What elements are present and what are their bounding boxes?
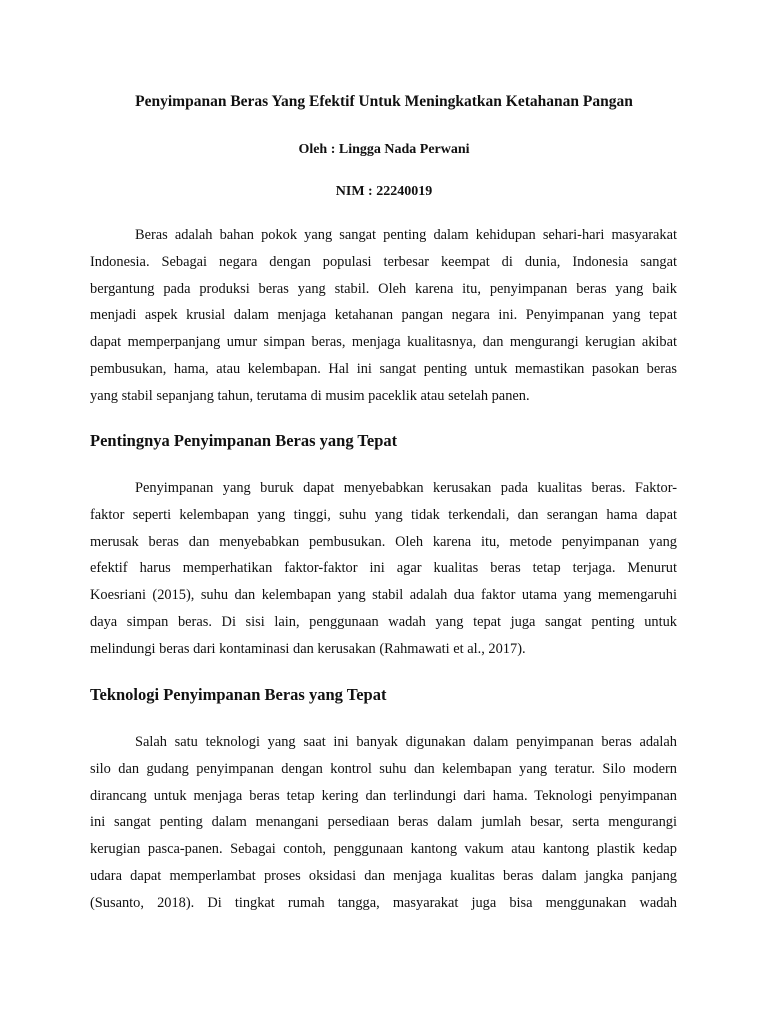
paragraph-intro <box>90 222 677 410</box>
section-heading: Pentingnya Penyimpanan Beras yang Tepat <box>90 431 398 450</box>
section-heading: Teknologi Penyimpanan Beras yang Tepat <box>90 685 387 704</box>
paragraph-line: Salah satu teknologi yang saat ini banyak digunakan dalam penyimpanan beras adalah <box>135 734 677 750</box>
paragraph-line: menjadi aspek krusial dalam menjaga ketahanan pangan negara ini. Penyimpanan yang tepat <box>90 307 677 324</box>
paragraph-line: dapat memperpanjang umur simpan beras, menjaga kualitasnya, dan mengurangi kerugian akibat <box>90 334 677 351</box>
paragraph-line: ini sangat penting dalam menangani persediaan beras dalam jumlah besar, serta mengurangi <box>90 814 677 831</box>
paragraph-line: Koesriani (2015), suhu dan kelembapan yang stabil adalah dua faktor utama yang memengaruhi <box>90 587 677 604</box>
paragraph-line: pembusukan, hama, atau kelembapan. Hal ini sangat penting untuk memastikan pasokan beras <box>90 360 677 377</box>
paragraph-line: bergantung pada produksi beras yang stabil. Oleh karena itu, penyimpanan beras yang baik <box>90 280 677 297</box>
paragraph-line: kerugian pasca-panen. Sebagai contoh, penggunaan kantong vakum atau kantong plastik kedap <box>90 841 677 858</box>
paragraph-technology <box>90 729 677 917</box>
student-id-line: NIM : 22240019 <box>335 184 433 199</box>
paragraph-line: dirancang untuk menjaga beras tetap kering dan terlindungi dari hama. Teknologi penyimpanan <box>90 787 677 804</box>
paragraph-line: Penyimpanan yang buruk dapat menyebabkan kerusakan pada kualitas beras. Faktor- <box>135 480 677 496</box>
paragraph-line: Beras adalah bahan pokok yang sangat penting dalam kehidupan sehari-hari masyarakat <box>135 227 677 243</box>
paragraph-line: melindungi beras dari kontaminasi dan kerusakan (Rahmawati et al., 2017). <box>90 640 526 657</box>
paragraph-line: Indonesia. Sebagai negara dengan populasi terbesar keempat di dunia, Indonesia sangat <box>90 253 677 270</box>
paragraph-line: daya simpan beras. Di sisi lain, penggunaan wadah yang tepat juga sangat penting untuk <box>90 613 677 630</box>
paragraph-importance <box>90 475 677 663</box>
author-line: Oleh : Lingga Nada Perwani <box>298 142 470 157</box>
paragraph-line: merusak beras dan menyebabkan pembusukan. Oleh karena itu, metode penyimpanan yang <box>90 533 677 550</box>
paragraph-line: udara dapat memperlambat proses oksidasi dan menjaga kualitas beras dalam jangka panjang <box>90 867 677 884</box>
paragraph-line: silo dan gudang penyimpanan dengan kontrol suhu dan kelembapan yang teratur. Silo modern <box>90 760 677 777</box>
paragraph-line: yang stabil sepanjang tahun, terutama di musim paceklik atau setelah panen. <box>90 387 530 404</box>
paragraph-line: faktor seperti kelembapan yang tinggi, suhu yang tidak terkendali, dan serangan hama dapat <box>90 506 677 523</box>
paragraph-line: efektif harus memperhatikan faktor-faktor ini agar kualitas beras tetap terjaga. Menurut <box>90 560 677 577</box>
document-title: Penyimpanan Beras Yang Efektif Untuk Meningkatkan Ketahanan Pangan <box>135 93 633 110</box>
paragraph-line: (Susanto, 2018). Di tingkat rumah tangga, masyarakat juga bisa menggunakan wadah <box>90 894 677 911</box>
